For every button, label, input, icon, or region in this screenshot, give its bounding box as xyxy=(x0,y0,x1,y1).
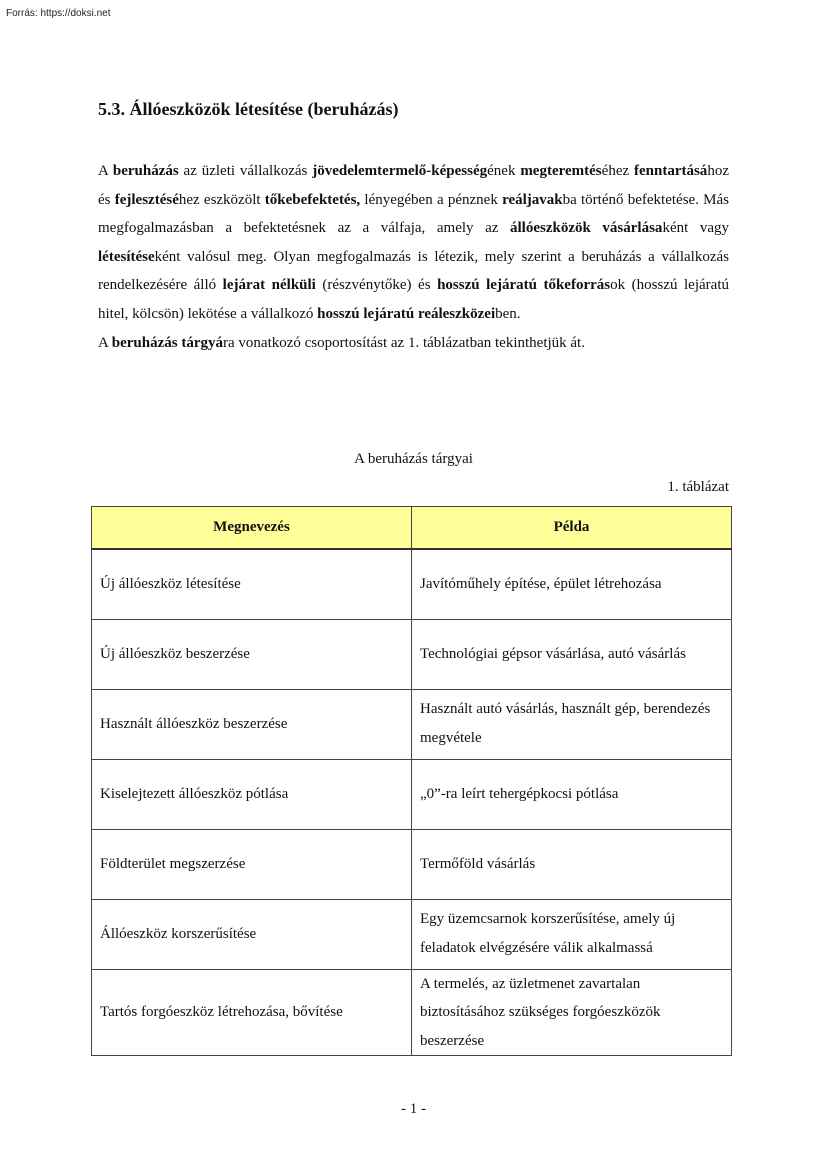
table-row xyxy=(92,829,732,899)
bold-term: tőkebefektetés, xyxy=(264,191,361,208)
table-caption: A beruházás tárgyai xyxy=(354,451,473,467)
paragraph-1: A beruházás az üzleti vállalkozás jövedelemtermelő-képességének megteremtéséhez fenntartásához és fejlesztéséhez eszközölt tőkebefektetés, lényegében a pénznek reáljavakba történő befektetése. Más megfogalmazásban a befektetésnek az a válfaja, amely az állóeszközök vásárlásaként vagy létesítéseként valósul meg. Olyan megfogalmazás is létezik, mely szerint a beruházás a vállalkozás rendelkezésére álló lejárat nélküli (részvénytőke) és hosszú lejáratú tőkeforrások (hosszú lejáratú hitel, kölcsön) lekötése a vállalkozó hosszú lejáratú reáleszközeiben. xyxy=(98,163,730,322)
cell-name: Használt állóeszköz beszerzése xyxy=(92,689,412,759)
section-title: 5.3. Állóeszközök létesítése (beruházás) xyxy=(98,99,399,119)
cell-name: Kiselejtezett állóeszköz pótlása xyxy=(92,759,412,829)
paragraph-2: A beruházás tárgyára vonatkozó csoportosítást az 1. táblázatban tekinthetjük át. xyxy=(98,334,585,351)
bold-term: fejlesztésé xyxy=(114,191,179,208)
page-number: - 1 - xyxy=(401,1101,426,1117)
cell-example: Használt autó vásárlás, használt gép, berendezés megvétele xyxy=(412,689,732,759)
cell-name: Földterület megszerzése xyxy=(92,829,412,899)
cell-example: Javítóműhely építése, épület létrehozása xyxy=(412,549,732,619)
bold-term: állóeszközök vásárlása xyxy=(510,220,663,237)
bold-term: beruházás tárgyá xyxy=(111,334,224,351)
bold-term: beruházás xyxy=(112,163,179,179)
table-header-row xyxy=(92,507,732,550)
bold-term: fenntartásá xyxy=(633,163,708,179)
cell-example: Egy üzemcsarnok korszerűsítése, amely új feladatok elvégzésére válik alkalmassá xyxy=(412,899,732,969)
cell-name: Tartós forgóeszköz létrehozása, bővítése xyxy=(92,969,412,1056)
cell-name: Új állóeszköz beszerzése xyxy=(92,619,412,689)
investment-objects-table xyxy=(91,506,732,1056)
bold-term: reáljavak xyxy=(502,191,563,208)
source-note: Forrás: https://doksi.net xyxy=(6,8,111,19)
bold-term: lejárat nélküli xyxy=(222,277,316,294)
cell-example: „0”-ra leírt tehergépkocsi pótlása xyxy=(412,759,732,829)
cell-example: Termőföld vásárlás xyxy=(412,829,732,899)
cell-name: Új állóeszköz létesítése xyxy=(92,549,412,619)
bold-term: hosszú lejáratú reáleszközei xyxy=(317,305,496,322)
table-row xyxy=(92,899,732,969)
table-row xyxy=(92,689,732,759)
table-row xyxy=(92,969,732,1056)
table-row xyxy=(92,549,732,619)
bold-term: megteremtés xyxy=(520,163,602,179)
table-number: 1. táblázat xyxy=(667,479,729,495)
header-example: Példa xyxy=(412,507,732,550)
cell-example: A termelés, az üzletmenet zavartalan biztosításához szükséges forgóeszközök beszerzése xyxy=(412,969,732,1056)
body-text xyxy=(98,157,729,357)
table-row xyxy=(92,759,732,829)
cell-name: Állóeszköz korszerűsítése xyxy=(92,899,412,969)
bold-term: létesítése xyxy=(98,248,155,265)
cell-example: Technológiai gépsor vásárlása, autó vásárlás xyxy=(412,619,732,689)
table-row xyxy=(92,619,732,689)
bold-term: hosszú lejáratú tőkeforrás xyxy=(437,277,611,294)
header-name: Megnevezés xyxy=(92,507,412,550)
bold-term: jövedelemtermelő-képesség xyxy=(312,163,488,179)
